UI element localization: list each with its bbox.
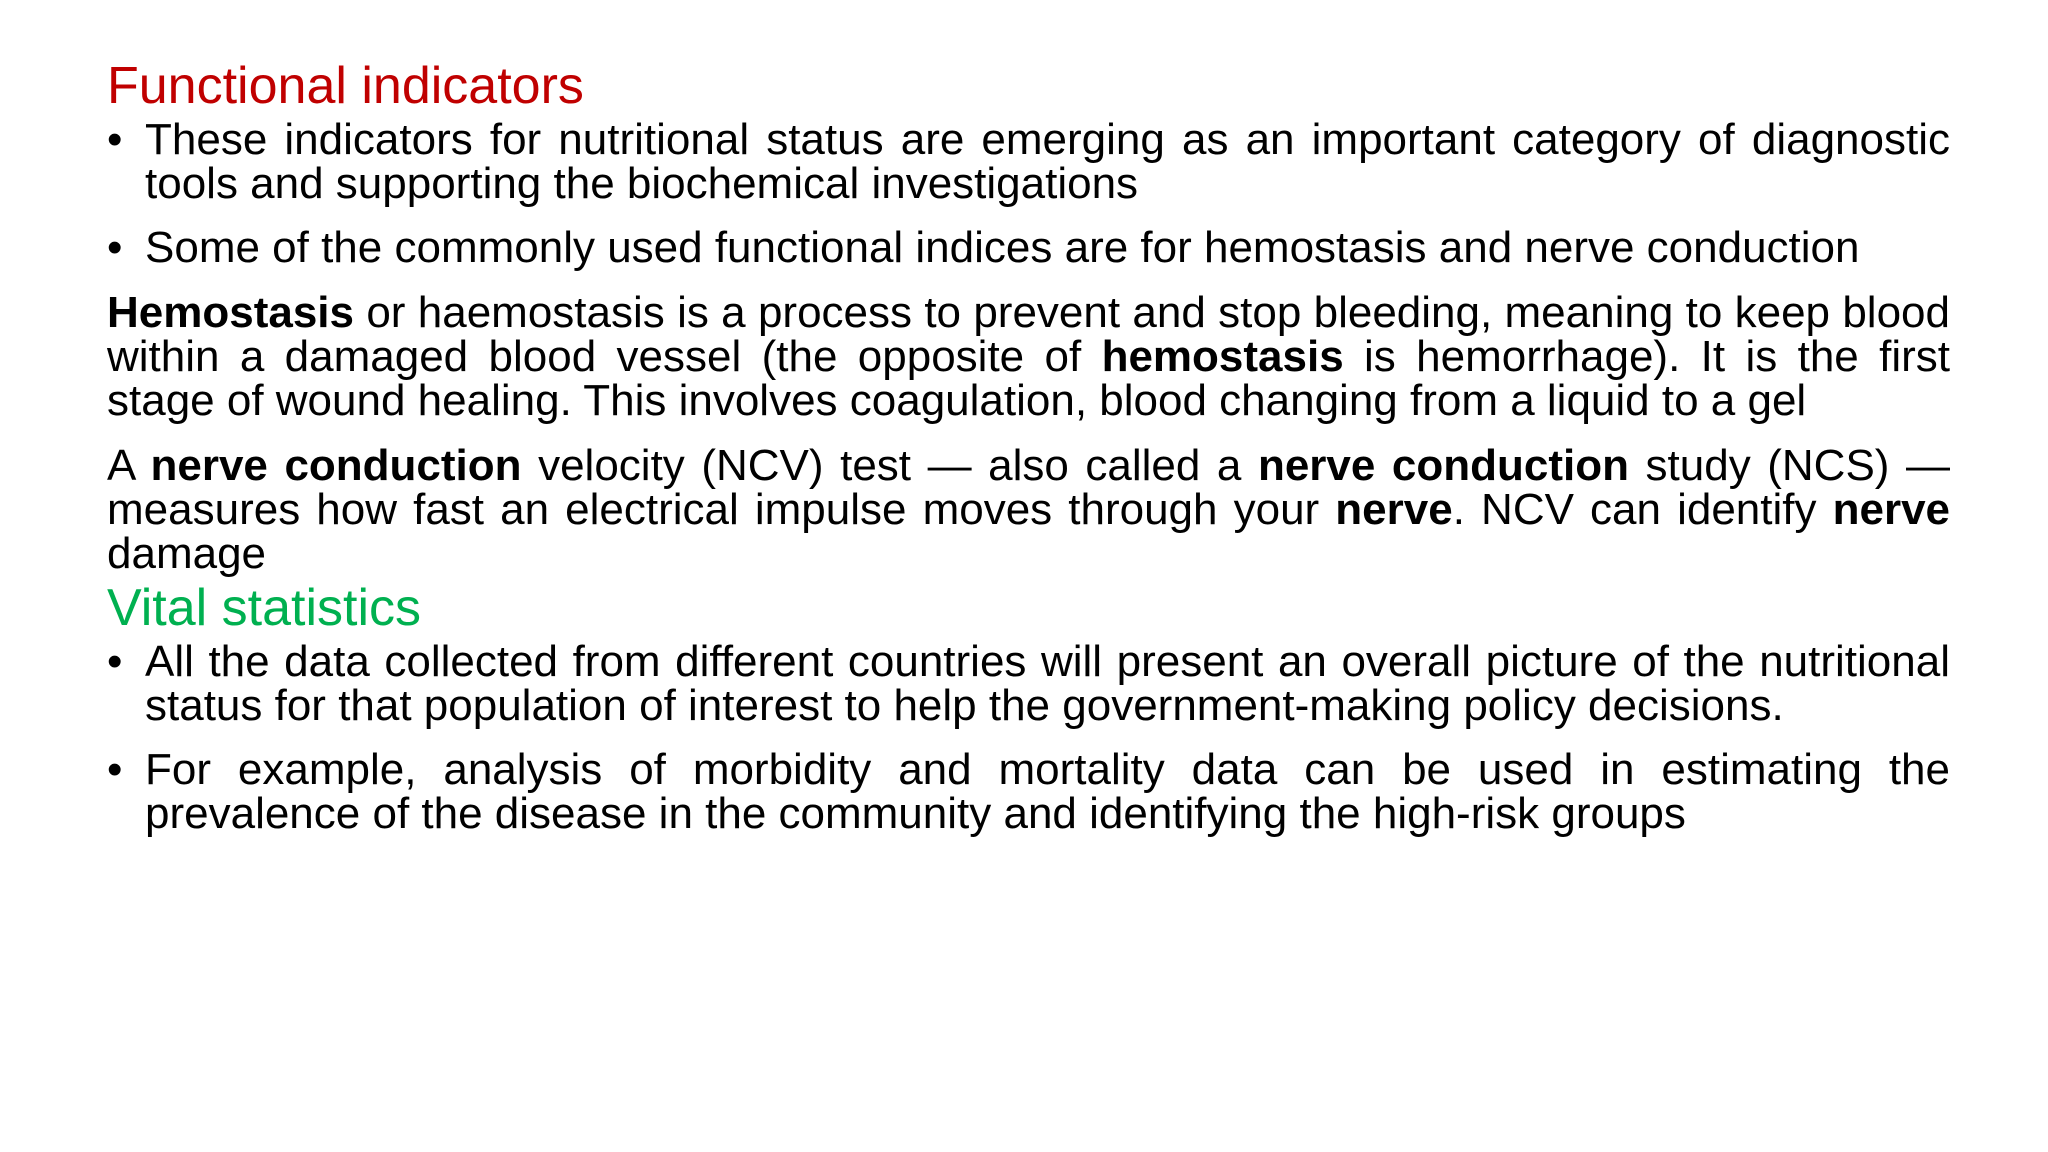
bullet-icon: •	[107, 223, 123, 272]
hemostasis-term: hemostasis	[1101, 332, 1344, 381]
ncv-term: nerve conduction	[1257, 441, 1629, 490]
functional-indicators-list	[107, 115, 1950, 272]
bullet-icon: •	[107, 637, 123, 686]
hemostasis-text: or haemostasis is a process to prevent and stop bleeding, meaning to keep blood within a damaged blood vessel (the opposite of	[107, 288, 1950, 381]
list-item	[107, 745, 1950, 838]
ncv-text: damage	[107, 529, 267, 578]
section-heading-vital-statistics: Vital statistics	[107, 579, 422, 637]
list-item	[107, 637, 1950, 730]
bullet-text: For example, analysis of morbidity and mortality data can be used in estimating the prevalence of the disease in the community and identifying the high-risk groups	[145, 745, 1950, 838]
list-item	[107, 115, 1950, 208]
section-heading-functional-indicators: Functional indicators	[107, 57, 584, 115]
list-item	[107, 223, 1950, 272]
hemostasis-text: is hemorrhage). It is the first stage of wound healing. This involves coagulation, blood changing from a liquid to a gel	[107, 332, 1950, 425]
ncv-text: A	[107, 441, 151, 490]
bullet-icon: •	[107, 115, 123, 164]
hemostasis-term: Hemostasis	[107, 288, 355, 337]
bullet-text: All the data collected from different countries will present an overall picture of the nutritional status for that population of interest to help the government-making policy decisions.	[145, 637, 1950, 730]
bullet-icon: •	[107, 745, 123, 794]
slide-content	[107, 54, 1950, 836]
ncv-paragraph	[107, 441, 1951, 578]
ncv-term: nerve	[1832, 485, 1951, 534]
ncv-term: nerve conduction	[150, 441, 522, 490]
vital-statistics-list	[107, 637, 1950, 838]
ncv-term: nerve	[1335, 485, 1453, 534]
bullet-text: Some of the commonly used functional indices are for hemostasis and nerve conduction	[145, 223, 1860, 272]
bullet-text: These indicators for nutritional status are emerging as an important category of diagnostic tools and supporting the biochemical investigations	[145, 115, 1950, 208]
hemostasis-paragraph	[107, 288, 1950, 425]
ncv-text: . NCV can identify	[1452, 485, 1833, 534]
ncv-text: study (NCS) — measures how fast an electrical impulse moves through your	[107, 441, 1951, 534]
ncv-text: velocity (NCV) test — also called a	[521, 441, 1258, 490]
